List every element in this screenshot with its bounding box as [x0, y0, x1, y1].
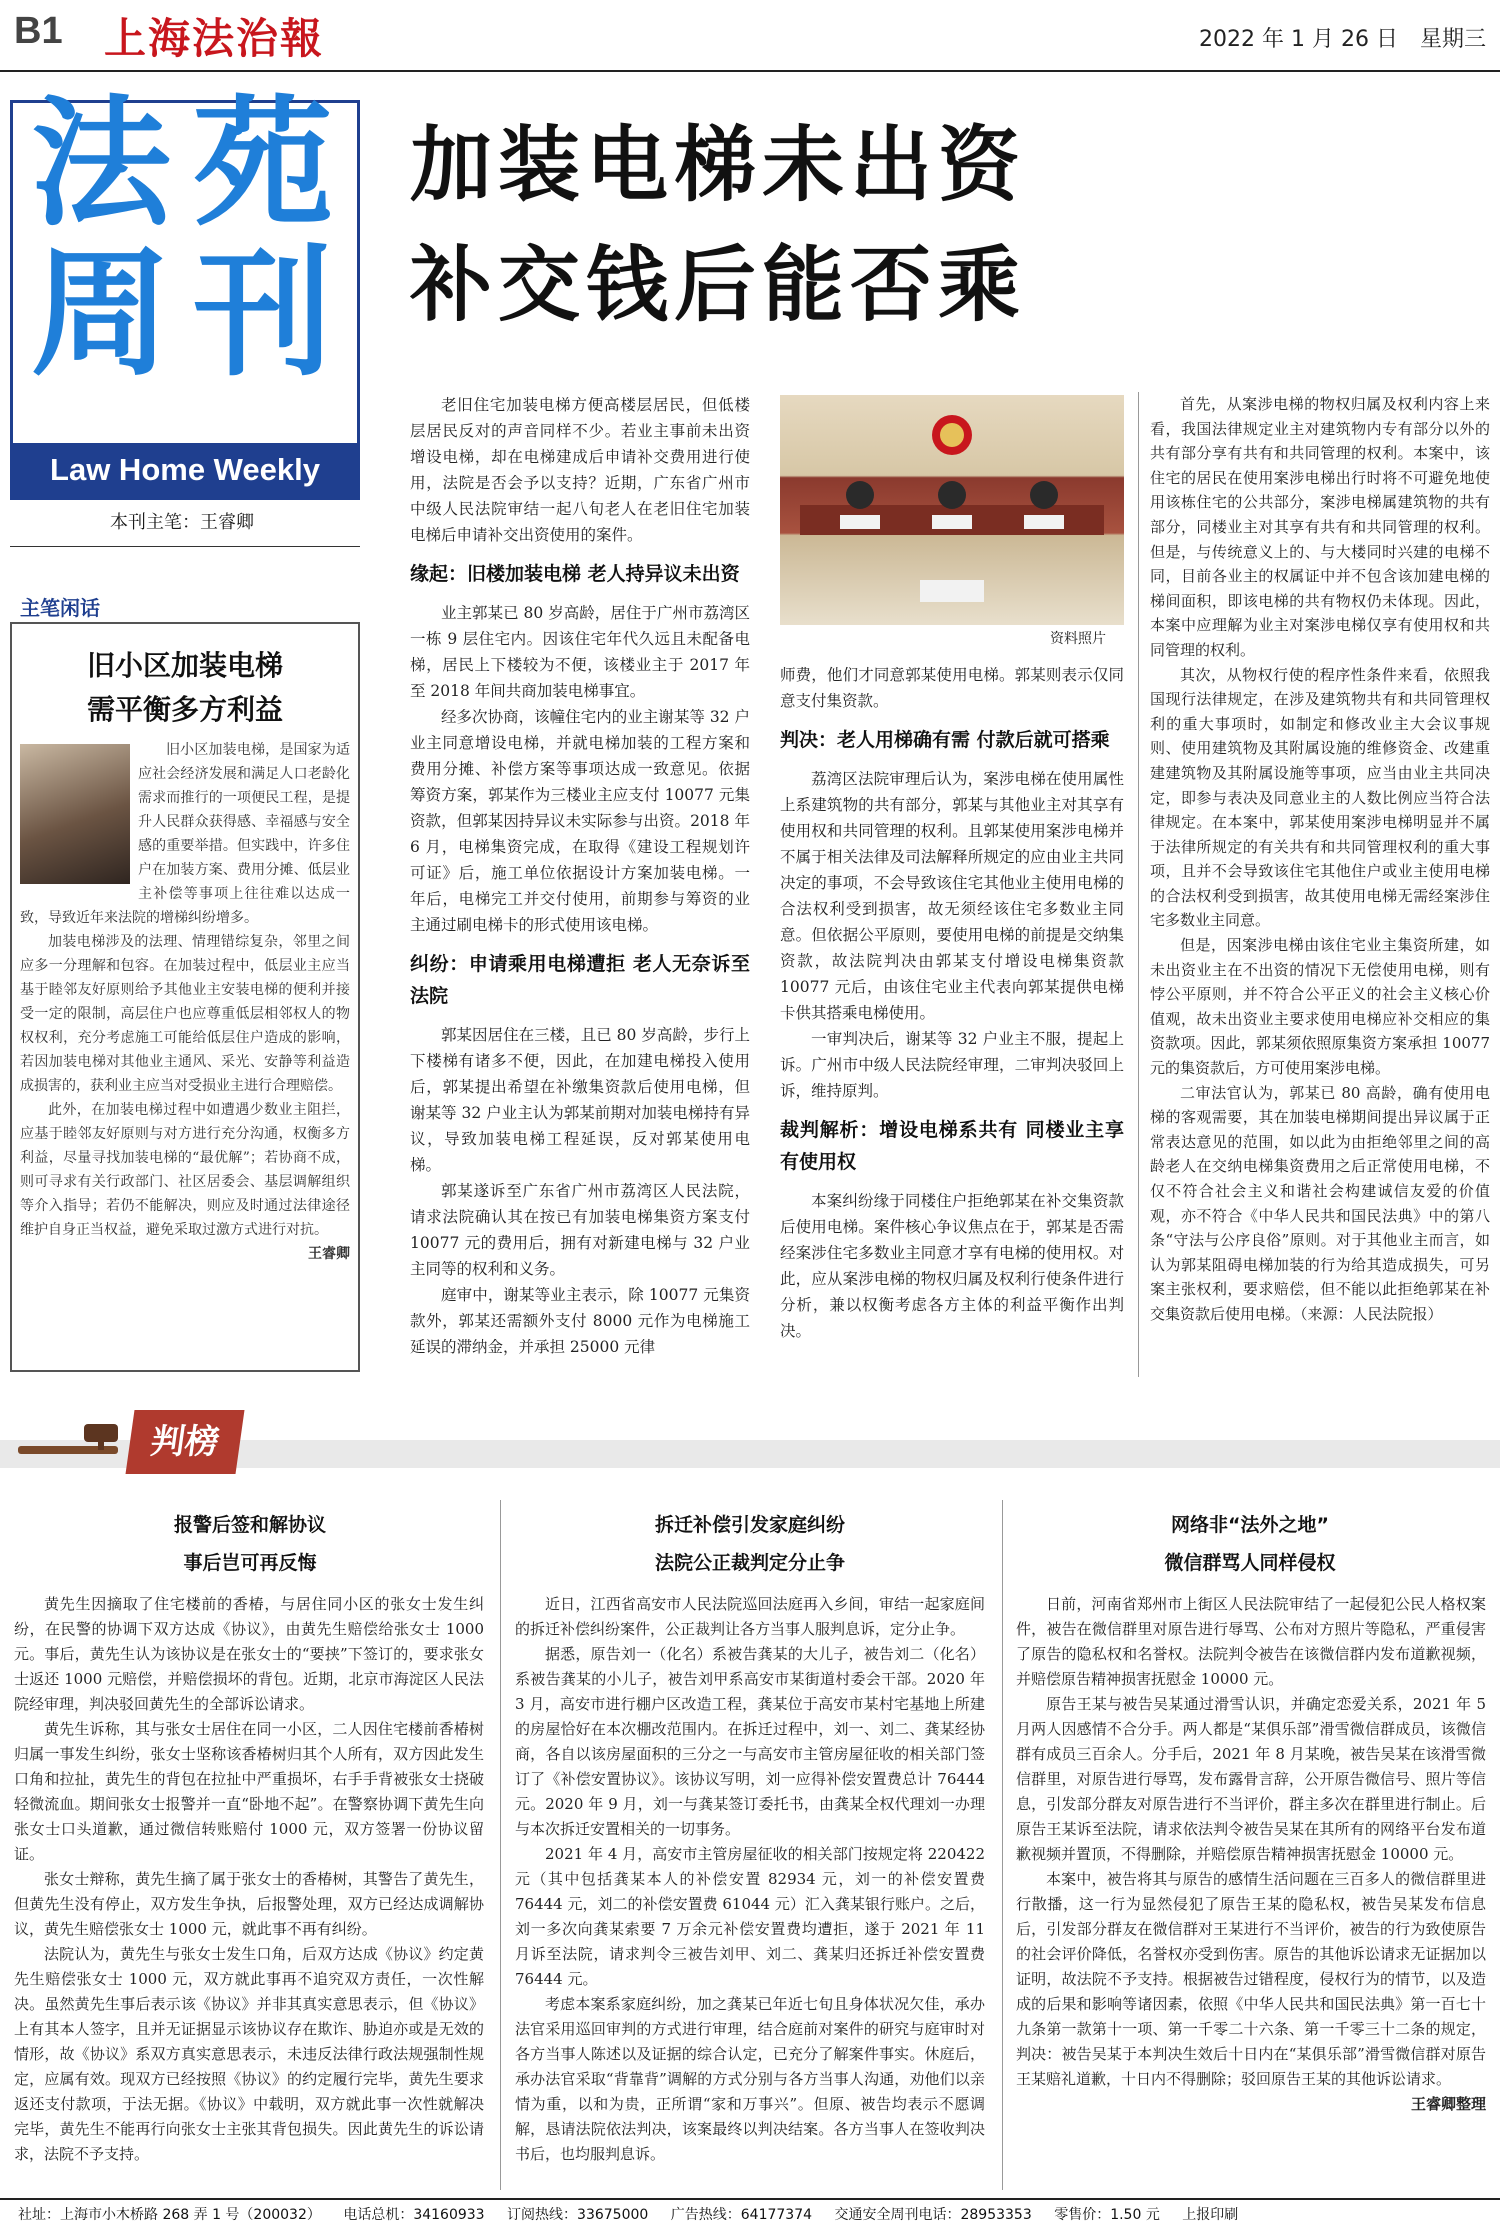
divider: [10, 546, 360, 547]
footer-ads: 广告热线：64177374: [670, 2207, 813, 2223]
footer: [0, 2198, 1500, 2230]
case2-paragraph: 考虑本案系家庭纠纷，加之龚某已年近七旬且身体状况欠佳，承办法官采用巡回审判的方式进行审理，结合庭前对案件的研究与庭审时对各方当事人陈述以及证据的综合认定，已充分了解案件事实。休庭后，承办法官采取“背靠背”调解的方式分别与各方当事人沟通，劝他们以亲情为重，以和为贵，正所谓“家和万事兴”。但原、被告均表示不愿调解，恳请法院依法判决，该案最终以判决结案。各方当事人在签收判决书后，也均服判息诉。: [515, 1995, 985, 2163]
article-paragraph: 荔湾区法院审理后认为，案涉电梯在使用属性上系建筑物的共有部分，郭某与其他业主对其享有使用权和共同管理的权利。且郭某使用案涉电梯并不属于相关法律及司法解释所规定的应由业主共同决定的事项，不会导致该住宅其他业主使用电梯的合法权利受到损害，故无须经该住宅多数业主同意。但依据公平原则，要使用电梯的前提是交纳集资款，故法院判决由郭某支付增设电梯集资款 10077 元后，由该住宅业主代表向郭某提供电梯卡供其搭乘电梯使用。: [780, 770, 1124, 1022]
paper-name: 上海法治報: [104, 14, 325, 63]
courtroom-photo: [780, 395, 1124, 625]
page-number: B1: [14, 10, 63, 52]
column-rule: [1002, 1500, 1003, 2190]
case3-title-2: 微信群骂人同样侵权: [1164, 1552, 1336, 1574]
case1-paragraph: 黄先生诉称，其与张女士居住在同一小区，二人因住宅楼前香椿树归属一事发生纠纷，张女士坚称该香椿树归其个人所有，双方因此发生口角和拉扯，黄先生的背包在拉扯中严重损坏，右手手背被张女士挠破轻微流血。期间张女士报警并一直“卧地不起”。在警察协调下黄先生向张女士口头道歉，通过微信转账赔付 1000 元，双方签署一份协议留证。: [14, 1720, 484, 1863]
masthead: [0, 0, 1500, 72]
column-paragraph: 加装电梯涉及的法理、情理错综复杂，邻里之间应多一分理解和包容。在加装过程中，低层业主应当基于睦邻友好原则给予其他业主安装电梯的便利并接受一定的限制，高层住户也应尊重低层相邻权人的物权权利，充分考虑施工可能给低层住户造成的影响，若因加装电梯对其他业主通风、采光、安静等利益造成损害的，获利业主应当对受损业主进行合理赔偿。: [20, 934, 350, 1094]
gavel-icon: [14, 1418, 130, 1462]
case2-title-2: 法院公正裁判定分止争: [654, 1552, 845, 1574]
footer-price: 零售价：1.50 元: [1054, 2207, 1160, 2223]
subheading-dispute: 纠纷：申请乘用电梯遭拒 老人无奈诉至法院: [410, 953, 750, 1007]
case1-paragraph: 法院认为，黄先生与张女士发生口角，后双方达成《协议》约定黄先生赔偿张女士 1000 元，双方就此事再不追究双方责任，一次性解决。虽然黄先生事后表示该《协议》并非其真实意思表示，但《协议》上有其本人签字，且并无证据显示该协议存在欺诈、胁迫亦或是无效的情形，故《协议》系双方真实意思表示，未违反法律行政法规强制性规定，应属有效。现双方已经按照《协议》的约定履行完毕，黄先生要求返还支付款项，于法无据。《协议》中载明，双方就此事一次性就解决完毕，黄先生不能再行向张女士主张其背包损失。因此黄先生的诉讼请求，法院不予支持。: [14, 1945, 484, 2163]
subheading-origin: 缘起：旧楼加装电梯 老人持异议未出资: [410, 563, 740, 585]
article-paragraph: 业主郭某已 80 岁高龄，居住于广州市荔湾区一栋 9 层住宅内。因该住宅年代久远且未配备电梯，居民上下楼较为不便，该楼业主于 2017 年至 2018 年间共商加装电梯事宜。: [410, 604, 750, 700]
article-column-1: [410, 392, 750, 1360]
headline-line-1: 加装电梯未出资: [410, 118, 1027, 213]
column-title-2: 需平衡多方利益: [86, 693, 283, 726]
footer-traffic: 交通安全周刊电话：28953353: [834, 2207, 1032, 2223]
article-paragraph: 二审法官认为，郭某已 80 高龄，确有使用电梯的客观需要，其在加装电梯期间提出异议属于正常表达意见的范围，如以此为由拒绝邻里之间的高龄老人在交纳电梯集资费用之后正常使用电梯，不仅不符合社会主义和谐社会构建诚信友爱的价值观，亦不符合《中华人民共和国民法典》中的第八条“守法与公序良俗”原则。对于其他业主而言，如认为郭某阻碍电梯加装的行为给其造成损失，可另案主张权利，要求赔偿，但不能以此拒绝郭某在补交集资款后使用电梯。（来源：人民法院报）: [1150, 1083, 1490, 1323]
issue-date: 2022 年 1 月 26 日 星期三: [1199, 27, 1486, 52]
case2-paragraph: 近日，江西省高安市人民法院巡回法庭再入乡间，审结一起家庭间的拆迁补偿纠纷案件，公正裁判让各方当事人服判息诉，定分止争。: [515, 1595, 985, 1638]
column-body: [20, 738, 350, 1266]
case3-signature: 王睿卿整理: [1410, 2095, 1486, 2113]
article-paragraph: 其次，从物权行使的程序性条件来看，依照我国现行法律规定，在涉及建筑物共有和共同管理权利的重大事项时，如制定和修改业主大会议事规则、使用建筑物及其附属设施的维修资金、改建重建建筑物及其附属设施等事项，应当由业主共同决定，即参与表决及同意业主的人数比例应当符合法律规定。在本案中，郭某使用案涉电梯明显并不属于法律所规定的有关共有和共同管理权利的重大事项，且并不会导致该住宅其他住户或业主使用电梯的合法权利受到损害，故其使用电梯无需经案涉住宅多数业主同意。: [1150, 665, 1490, 930]
photo-caption: 资料照片: [1050, 631, 1106, 647]
subheading-analysis: 裁判解析：增设电梯系共有 同楼业主享有使用权: [780, 1119, 1124, 1173]
article-paragraph: 但是，因案涉电梯由该住宅业主集资所建，如未出资业主在不出资的情况下无偿使用电梯，则有悖公平原则，并不符合公平正义的社会主义核心价值观，故未出资业主要求使用电梯应补交相应的集资款项。因此，郭某须依照原集资方案承担 10077 元的集资款后，方可使用案涉电梯。: [1150, 936, 1490, 1078]
case1-title-1: 报警后签和解协议: [173, 1514, 326, 1536]
section-logo: [10, 83, 360, 500]
case2-body: [515, 1592, 985, 2167]
case2-paragraph: 据悉，原告刘一（化名）系被告龚某的大儿子，被告刘二（化名）系被告龚某的小儿子，被告刘甲系高安市某街道村委会干部。2020 年 3 月，高安市进行棚户区改造工程，龚某位于高安市某村宅基地上所建的房屋恰好在本次棚改范围内。在拆迁过程中，刘一、刘二、龚某经协商，各自以该房屋面积的三分之一与高安市主管房屋征收的相关部门签订了《补偿安置协议》。该协议写明，刘一应得补偿安置费总计 76444 元。2020 年 9 月，刘一与龚某签订委托书，由龚某全权代理刘一办理与本次拆迁安置相关的一切事务。: [515, 1645, 985, 1838]
case1-paragraph: 张女士辩称，黄先生摘了属于张女士的香椿树，其警告了黄先生，但黄先生没有停止，双方发生争执，后报警处理，双方已经达成调解协议，黄先生赔偿张女士 1000 元，就此事不再有纠纷。: [14, 1870, 484, 1938]
logo-english: Law Home Weekly: [13, 443, 357, 497]
case1-body: [14, 1592, 484, 2167]
footer-address: 社址：上海市小木桥路 268 弄 1 号（200032）: [18, 2207, 321, 2223]
logo-char-1: 法: [31, 83, 172, 246]
case2-title-1: 拆迁补偿引发家庭纠纷: [654, 1514, 845, 1536]
case3-paragraph: 本案中，被告将其与原告的感情生活问题在三百多人的微信群里进行散播，这一行为显然侵犯了原告王某的隐私权，被告吴某发布信息后，引发部分群友在微信群对王某进行不当评价，被告的行为致使原告的社会评价降低，名誉权亦受到伤害。原告的其他诉讼请求无证据加以证明，故法院不予支持。根据被告过错程度，侵权行为的情节，以及造成的后果和影响等诸因素，依照《中华人民共和国民法典》第一百七十九条第一款第十一项、第一千零二十六条、第一千零三十二条的规定，判决：被告吴某于本判决生效后十日内在“某俱乐部”滑雪微信群对原告王某赔礼道歉，十日内不得删除；驳回原告王某的其他诉讼请求。: [1016, 1870, 1486, 2088]
logo-char-3: 周: [31, 233, 172, 396]
chief-editor: 本刊主笔：王睿卿: [110, 512, 254, 533]
column-paragraph: 此外，在加装电梯过程中如遭遇少数业主阻拦，应基于睦邻友好原则与对方进行充分沟通，权衡多方利益，尽量寻找加装电梯的“最优解”；若协商不成，则可寻求有关行政部门、社区居委会、基层调解组织等介入指导；若仍不能解决，则应及时通过法律途径维护自身正当权益，避免采取过激方式进行对抗。: [20, 1102, 350, 1238]
article-column-2: [780, 662, 1124, 1344]
case3-paragraph: 日前，河南省郑州市上街区人民法院审结了一起侵犯公民人格权案件，被告在微信群里对原告进行辱骂、公布对方照片等隐私，严重侵害了原告的隐私权和名誉权。法院判令被告在该微信群内发布道歉视频，并赔偿原告精神损害抚慰金 10000 元。: [1016, 1595, 1486, 1688]
case3-body: [1016, 1592, 1486, 2117]
case1-paragraph: 黄先生因摘取了住宅楼前的香椿，与居住同小区的张女士发生纠纷，在民警的协调下双方达成《协议》，由黄先生赔偿给张女士 1000 元。事后，黄先生认为该协议是在张女士的“要挟”下签订的，要求张女士返还 1000 元赔偿，并赔偿损坏的背包。近期，北京市海淀区人民法院经审理，判决驳回黄先生的全部诉讼请求。: [14, 1595, 484, 1713]
article-paragraph: 师费，他们才同意郭某使用电梯。郭某则表示仅同意支付集资款。: [780, 666, 1124, 710]
column-title-1: 旧小区加装电梯: [86, 649, 283, 682]
main-headline: [410, 106, 1310, 346]
section-tag: 判榜: [126, 1410, 245, 1474]
article-column-3: [1150, 392, 1490, 1327]
footer-printer: 上报印刷: [1182, 2207, 1239, 2223]
column-signature: 王睿卿: [308, 1246, 350, 1262]
footer-subscribe: 订阅热线：33675000: [507, 2207, 649, 2223]
logo-char-2: 苑: [193, 83, 334, 246]
column-label: 主笔闲话: [20, 596, 100, 620]
headline-line-2: 补交钱后能否乘: [410, 238, 1027, 333]
case2-paragraph: 2021 年 4 月，高安市主管房屋征收的相关部门按规定将 220422 元（其中包括龚某本人的补偿安置 82934 元，刘一的补偿安置费 76444 元，刘二的补偿安置费 61044 元）汇入龚某银行账户。之后，刘一多次向龚某索要 7 万余元补偿安置费均遭拒，遂于 2021 年 11 月诉至法院，请求判令三被告刘甲、刘二、龚某归还拆迁补偿安置费 76444 元。: [515, 1845, 985, 1988]
article-paragraph: 郭某因居住在三楼，且已 80 岁高龄，步行上下楼梯有诸多不便，因此，在加建电梯投入使用后，郭某提出希望在补缴集资款后使用电梯，但谢某等 32 户业主认为郭某前期对加装电梯持有异议，导致加装电梯工程延误，反对郭某使用电梯。: [410, 1026, 750, 1174]
article-paragraph: 经多次协商，该幢住宅内的业主谢某等 32 户业主同意增设电梯，并就电梯加装的工程方案和费用分摊、补偿方案等事项达成一致意见。依据筹资方案，郭某作为三楼业主应支付 10077 元集资款，但郭某因持异议未实际参与出资。2018 年 6 月，电梯集资完成，在取得《建设工程规划许可证》后，施工单位依据设计方案加装电梯。一年后，电梯完工并交付使用，前期参与筹资的业主通过刷电梯卡的形式使用该电梯。: [410, 708, 750, 934]
case3-title-1: 网络非“法外之地”: [1171, 1514, 1329, 1536]
case3-paragraph: 原告王某与被告吴某通过滑雪认识，并确定恋爱关系，2021 年 5 月两人因感情不合分手。两人都是“某俱乐部”滑雪微信群成员，该微信群有成员三百余人。分手后，2021 年 8 月某晚，被告吴某在该滑雪微信群里，对原告进行辱骂，发布露骨言辞，公开原告微信号、照片等信息，引发部分群友对原告进行不当评价，群主多次在群里进行制止。后原告王某诉至法院，请求依法判令被告吴某在其所有的网络平台发布道歉视频并置顶，不得删除，并赔偿原告精神损害抚慰金 10000 元。: [1016, 1695, 1486, 1863]
article-paragraph: 首先，从案涉电梯的物权归属及权利内容上来看，我国法律规定业主对建筑物内专有部分以外的共有部分享有共有和共同管理的权利。本案中，该住宅的居民在使用案涉电梯出行时将不可避免地使用该栋住宅的公共部分，案涉电梯属建筑物的共有部分，同楼业主对其享有共有和共同管理的权利。但是，与传统意义上的、与大楼同时兴建的电梯不同，目前各业主的权属证中并不包含该加建电梯的梯间面积，即该电梯的共有物权仍未体现。因此，本案中应理解为业主对案涉电梯仅享有使用权和共同管理的权利。: [1150, 395, 1490, 659]
footer-phone: 电话总机：34160933: [343, 2207, 485, 2223]
article-paragraph: 一审判决后，谢某等 32 户业主不服，提起上诉。广州市中级人民法院经审理，二审判决驳回上诉，维持原判。: [780, 1030, 1124, 1100]
column-rule: [500, 1500, 501, 2190]
article-paragraph: 本案纠纷缘于同楼住户拒绝郭某在补交集资款后使用电梯。案件核心争议焦点在于，郭某是否需经案涉住宅多数业主同意才享有电梯的使用权。对此，应从案涉电梯的物权归属及权利行使条件进行分析，兼以权衡考虑各方主体的利益平衡作出判决。: [780, 1192, 1124, 1340]
subheading-verdict: 判决：老人用梯确有需 付款后就可搭乘: [780, 729, 1110, 751]
logo-char-4: 刊: [193, 233, 334, 396]
article-paragraph: 庭审中，谢某等业主表示，除 10077 元集资款外，郭某还需额外支付 8000 元作为电梯施工延误的滞纳金，并承担 25000 元律: [410, 1286, 750, 1356]
column-paragraph: 旧小区加装电梯，是国家为适应社会经济发展和满足人口老龄化需求而推行的一项便民工程，是提升人民群众获得感、幸福感与安全感的重要举措。但实践中，许多住户在加装方案、费用分摊、低层业主补偿等事项上往往难以达成一致，导致近年来法院的增梯纠纷增多。: [20, 742, 350, 926]
article-paragraph: 郭某遂诉至广东省广州市荔湾区人民法院，请求法院确认其在按已有加装电梯集资方案支付 10077 元的费用后，拥有对新建电梯与 32 户业主同等的权利和义务。: [410, 1182, 750, 1278]
case1-title-2: 事后岂可再反悔: [183, 1552, 317, 1574]
article-lead: 老旧住宅加装电梯方便高楼层居民，但低楼层居民反对的声音同样不少。若业主事前未出资增设电梯，却在电梯建成后申请补交费用进行使用，法院是否会予以支持？近期，广东省广州市中级人民法院审结一起八旬老人在老旧住宅加装电梯后申请补交出资使用的案件。: [410, 396, 750, 544]
column-rule: [1138, 392, 1139, 1377]
column-box: [10, 622, 360, 1372]
courtroom-illustration: [780, 395, 1124, 625]
